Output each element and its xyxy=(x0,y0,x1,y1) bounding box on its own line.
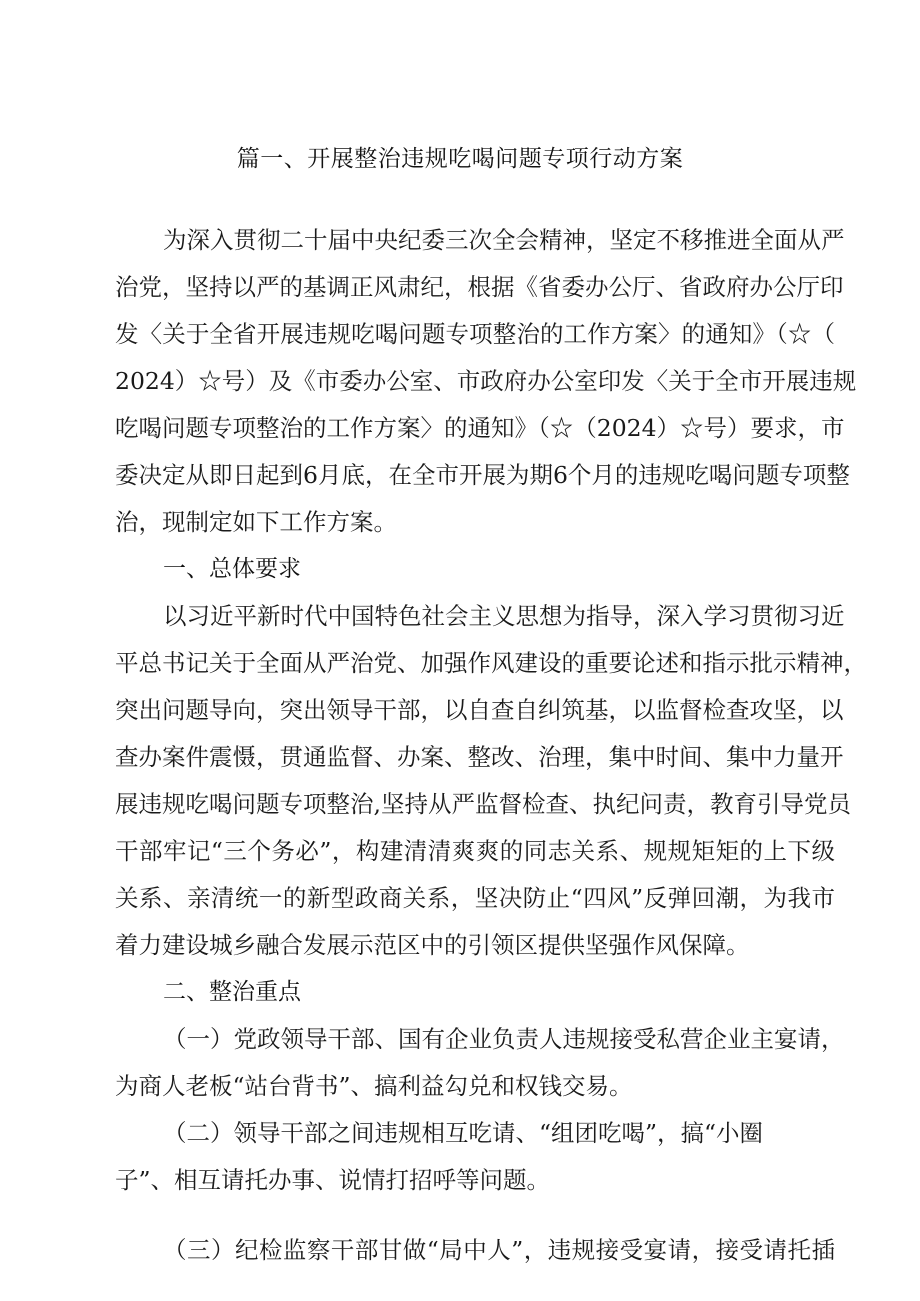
section1-line: 以习近平新时代中国特色社会主义思想为指导，深入学习贯彻习近 xyxy=(163,602,845,630)
intro-line: 吃喝问题专项整治的工作方案〉的通知》（☆（2024）☆号）要求，市 xyxy=(115,414,845,442)
section2-item1-line: 为商人老板“站台背书”、搞利益勾兑和权钱交易。 xyxy=(115,1072,633,1100)
section2-item2-line: （二）领导干部之间违规相互吃请、“组团吃喝”，搞“小圈 xyxy=(163,1119,764,1147)
section2-item2-line: 子”、相互请托办事、说情打招呼等问题。 xyxy=(115,1166,551,1194)
intro-line: 发〈关于全省开展违规吃喝问题专项整治的工作方案〉的通知》（☆（ xyxy=(115,320,835,348)
intro-line: 治，现制定如下工作方案。 xyxy=(115,508,397,536)
section2-item3-line: （三）纪检监察干部甘做“局中人”，违规接受宴请，接受请托插 xyxy=(163,1236,835,1264)
section1-line: 查办案件震慑，贯通监督、办案、整改、治理，集中时间、集中力量开 xyxy=(115,743,844,771)
section1-line: 平总书记关于全面从严治党、加强作风建设的重要论述和指示批示精神， xyxy=(115,649,867,677)
document-title: 篇一、开展整治违规吃喝问题专项行动方案 xyxy=(236,146,684,172)
intro-line: 治党，坚持以严的基调正风肃纪，根据《省委办公厅、省政府办公厅印 xyxy=(115,273,844,301)
section2-item1-line: （一）党政领导干部、国有企业负责人违规接受私营企业主宴请， xyxy=(163,1025,845,1053)
section-heading-overall-requirements: 一、总体要求 xyxy=(163,556,301,582)
section1-line: 干部牢记“三个务必”，构建清清爽爽的同志关系、规规矩矩的上下级 xyxy=(115,837,835,865)
intro-line: 2024）☆号）及《市委办公室、市政府办公室印发〈关于全市开展违规 xyxy=(115,367,857,395)
section1-line: 关系、亲清统一的新型政商关系，坚决防止“四风”反弹回潮，为我市 xyxy=(115,884,835,912)
intro-line: 为深入贯彻二十届中央纪委三次全会精神，坚定不移推进全面从严 xyxy=(163,226,845,254)
section1-line: 突出问题导向，突出领导干部，以自查自纠筑基，以监督检查攻坚，以 xyxy=(115,696,844,724)
section-heading-key-rectification: 二、整治重点 xyxy=(163,979,301,1005)
intro-line: 委决定从即日起到6月底，在全市开展为期6个月的违规吃喝问题专项整 xyxy=(115,461,850,489)
section1-line: 着力建设城乡融合发展示范区中的引领区提供坚强作风保障。 xyxy=(115,931,750,959)
section1-line: 展违规吃喝问题专项整治,坚持从严监督检查、执纪问责，教育引导党员 xyxy=(115,790,851,818)
